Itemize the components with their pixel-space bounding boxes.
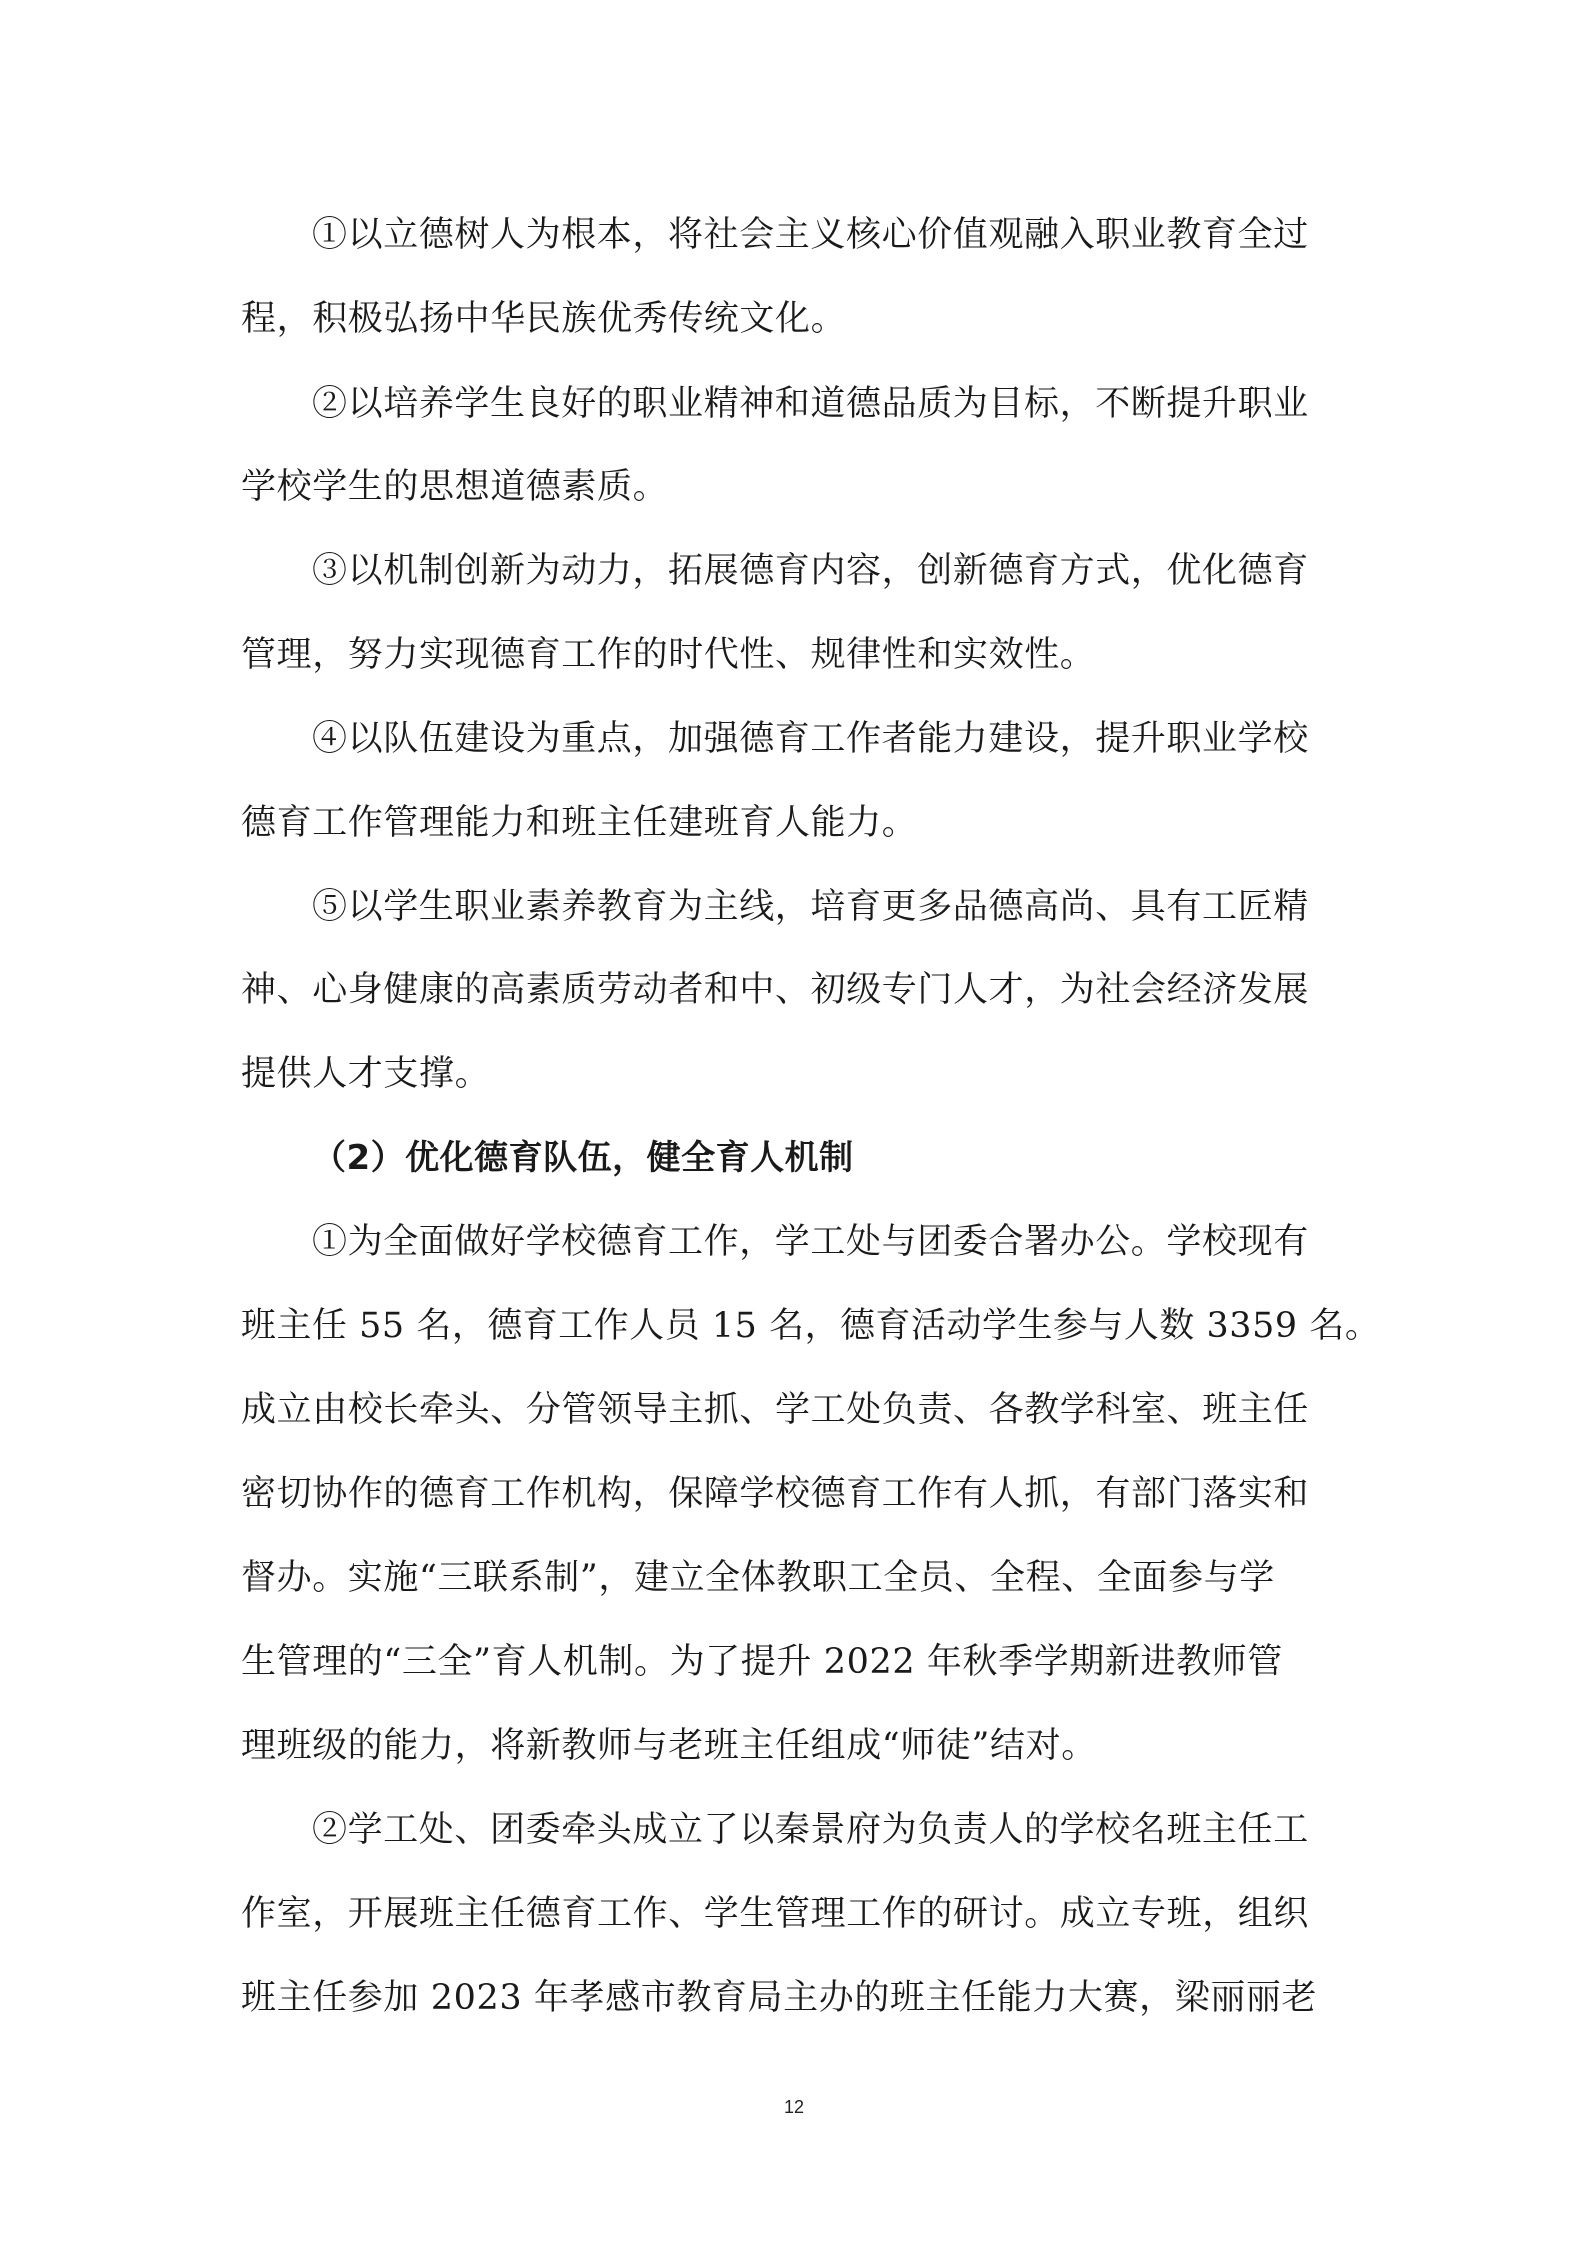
paragraph-line: 神、心身健康的高素质劳动者和中、初级专门人才，为社会经济发展 <box>241 970 1310 1010</box>
page-number: 12 <box>783 2097 805 2117</box>
paragraph-line: 生管理的“三全”育人机制。为了提升 2022 年秋季学期新进教师管 <box>241 1642 1283 1682</box>
paragraph-line: ②学工处、团委牵头成立了以秦景府为负责人的学校名班主任工 <box>312 1810 1309 1850</box>
paragraph-line: ③以机制创新为动力，拓展德育内容，创新德育方式，优化德育 <box>312 551 1309 591</box>
paragraph-line: 理班级的能力，将新教师与老班主任组成“师徒”结对。 <box>241 1726 1097 1766</box>
paragraph-line: 德育工作管理能力和班主任建班育人能力。 <box>241 803 918 843</box>
paragraph-line: ⑤以学生职业素养教育为主线，培育更多品德高尚、具有工匠精 <box>312 887 1309 927</box>
paragraph-line: 学校学生的思想道德素质。 <box>241 467 669 507</box>
paragraph-line: 班主任参加 2023 年孝感市教育局主办的班主任能力大赛，梁丽丽老 <box>241 1978 1318 2018</box>
paragraph-line: ②以培养学生良好的职业精神和道德品质为目标，不断提升职业 <box>312 384 1309 424</box>
section-heading: （2）优化德育队伍，健全育人机制 <box>312 1138 854 1178</box>
paragraph-line: ①为全面做好学校德育工作，学工处与团委合署办公。学校现有 <box>312 1222 1309 1262</box>
paragraph-line: 管理，努力实现德育工作的时代性、规律性和实效性。 <box>241 635 1096 675</box>
paragraph-line: 成立由校长牵头、分管领导主抓、学工处负责、各教学科室、班主任 <box>241 1390 1310 1430</box>
paragraph-line: 作室，开展班主任德育工作、学生管理工作的研讨。成立专班，组织 <box>241 1894 1310 1934</box>
paragraph-line: ①以立德树人为根本，将社会主义核心价值观融入职业教育全过 <box>312 215 1309 255</box>
paragraph-line: 督办。实施“三联系制”，建立全体教职工全员、全程、全面参与学 <box>241 1558 1275 1598</box>
paragraph-line: 班主任 55 名，德育工作人员 15 名，德育活动学生参与人数 3359 名。 <box>241 1306 1381 1346</box>
paragraph-line: 程，积极弘扬中华民族优秀传统文化。 <box>241 299 847 339</box>
paragraph-line: ④以队伍建设为重点，加强德育工作者能力建设，提升职业学校 <box>312 719 1309 759</box>
paragraph-line: 提供人才支撑。 <box>241 1054 491 1094</box>
paragraph-line: 密切协作的德育工作机构，保障学校德育工作有人抓，有部门落实和 <box>241 1474 1310 1514</box>
